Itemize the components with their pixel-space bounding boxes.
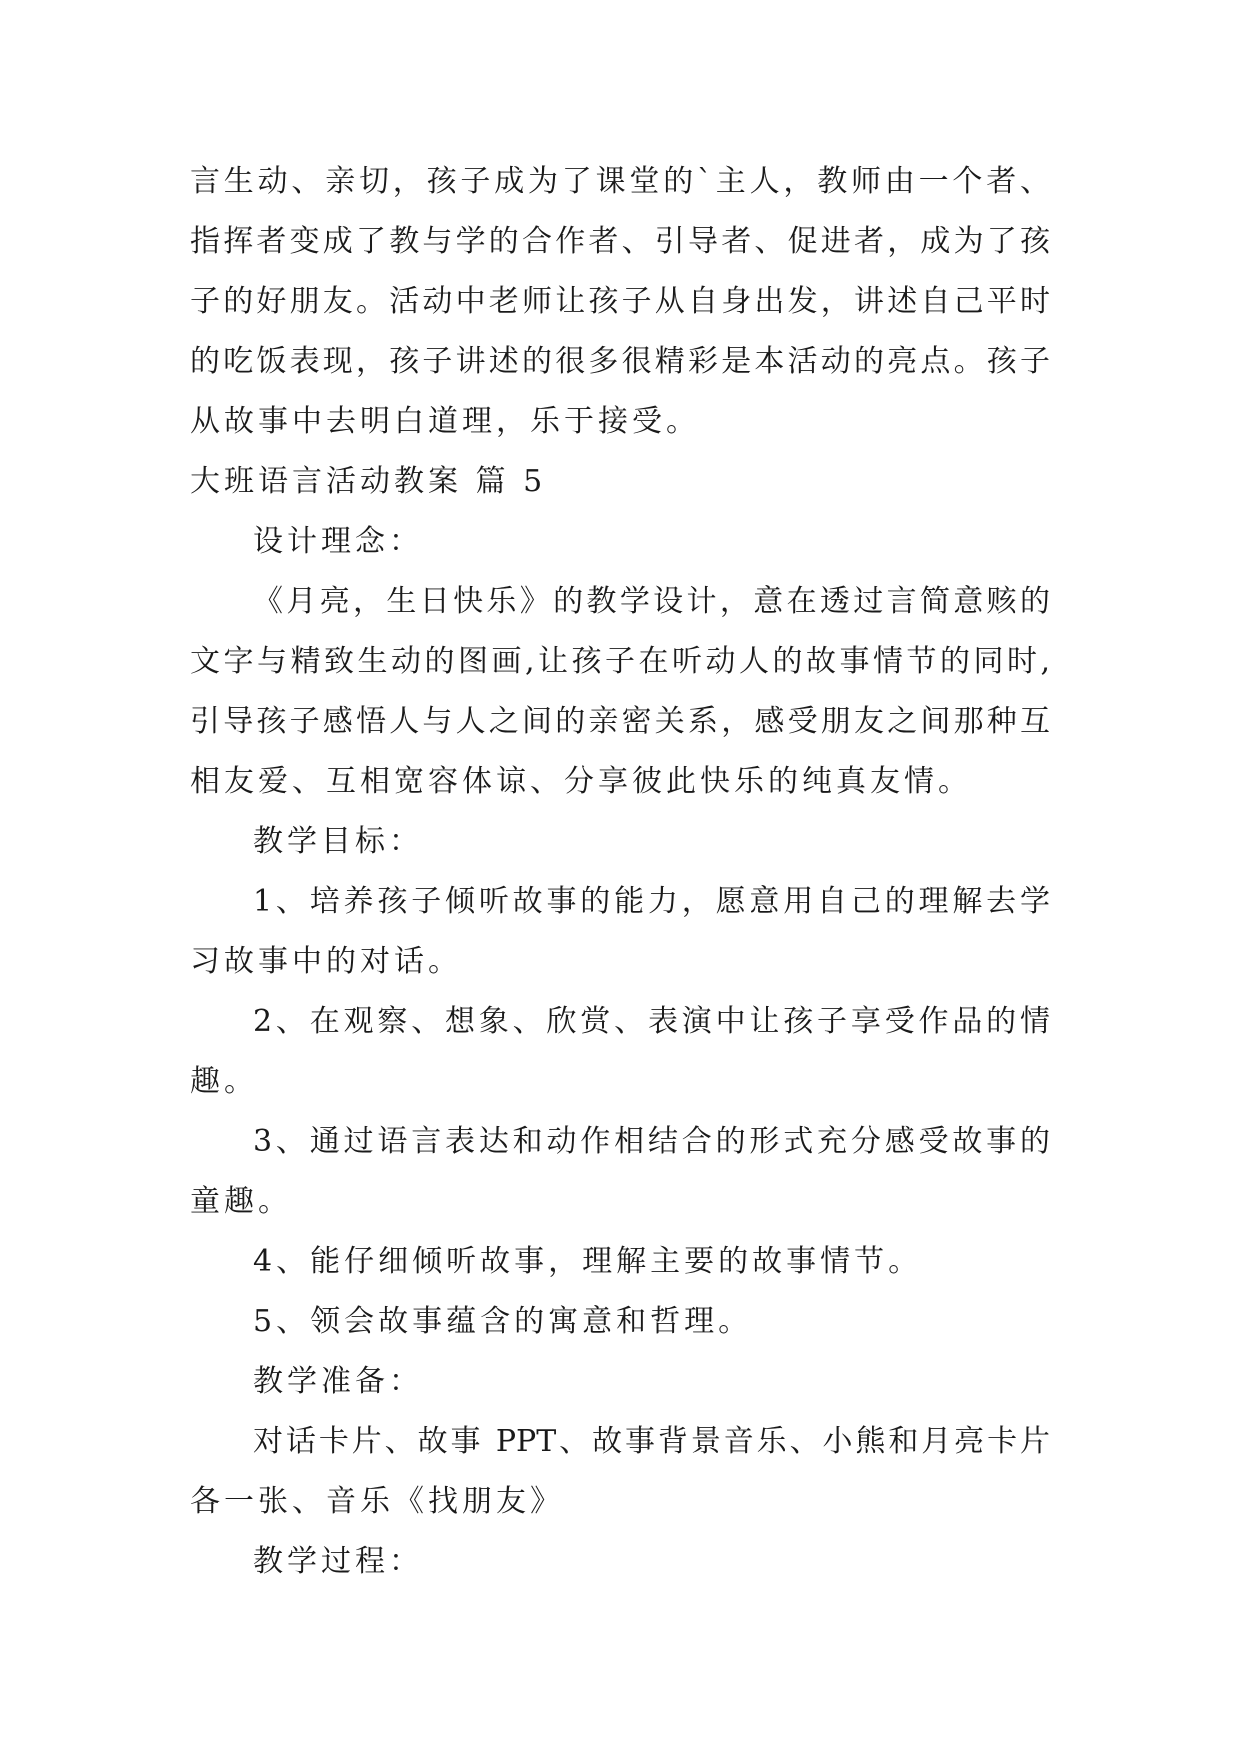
teaching-process-label: 教学过程： xyxy=(253,1544,423,1579)
teaching-goals-label: 教学目标： xyxy=(253,824,423,859)
document-body xyxy=(190,152,1050,1592)
text-line: 的吃饭表现，孩子讲述的很多很精彩是本活动的亮点。孩子 xyxy=(190,344,1050,379)
text-line: 对话卡片、故事 PPT、故事背景音乐、小熊和月亮卡片 xyxy=(253,1424,1050,1459)
goal-item: 3、通过语言表达和动作相结合的形式充分感受故事的 xyxy=(253,1124,1050,1159)
text-line: 各一张、音乐《找朋友》 xyxy=(190,1484,564,1519)
section-heading: 大班语言活动教案 篇 5 xyxy=(190,464,547,499)
goal-item: 1、培养孩子倾听故事的能力，愿意用自己的理解去学 xyxy=(253,884,1050,919)
goal-item: 2、在观察、想象、欣赏、表演中让孩子享受作品的情 xyxy=(253,1004,1050,1039)
goal-item: 4、能仔细倾听故事，理解主要的故事情节。 xyxy=(253,1244,923,1279)
goal-item-continued: 趣。 xyxy=(190,1064,258,1099)
text-line: 相友爱、互相宽容体谅、分享彼此快乐的纯真友情。 xyxy=(190,764,972,799)
text-line: 指挥者变成了教与学的合作者、引导者、促进者，成为了孩 xyxy=(190,224,1050,259)
text-line: 子的好朋友。活动中老师让孩子从自身出发，讲述自己平时 xyxy=(190,284,1050,319)
goal-item-continued: 习故事中的对话。 xyxy=(190,944,462,979)
text-line: 《月亮，生日快乐》的教学设计，意在透过言简意赅的 xyxy=(253,584,1050,619)
goal-item-continued: 童趣。 xyxy=(190,1184,292,1219)
text-line: 文字与精致生动的图画,让孩子在听动人的故事情节的同时, xyxy=(190,644,1050,679)
teaching-prep-label: 教学准备： xyxy=(253,1364,423,1399)
text-line: 言生动、亲切，孩子成为了课堂的`主人，教师由一个者、 xyxy=(190,164,1050,199)
text-line: 从故事中去明白道理，乐于接受。 xyxy=(190,404,700,439)
design-concept-label: 设计理念： xyxy=(253,524,423,559)
text-line: 引导孩子感悟人与人之间的亲密关系，感受朋友之间那种互 xyxy=(190,704,1050,739)
goal-item: 5、领会故事蕴含的寓意和哲理。 xyxy=(253,1304,753,1339)
